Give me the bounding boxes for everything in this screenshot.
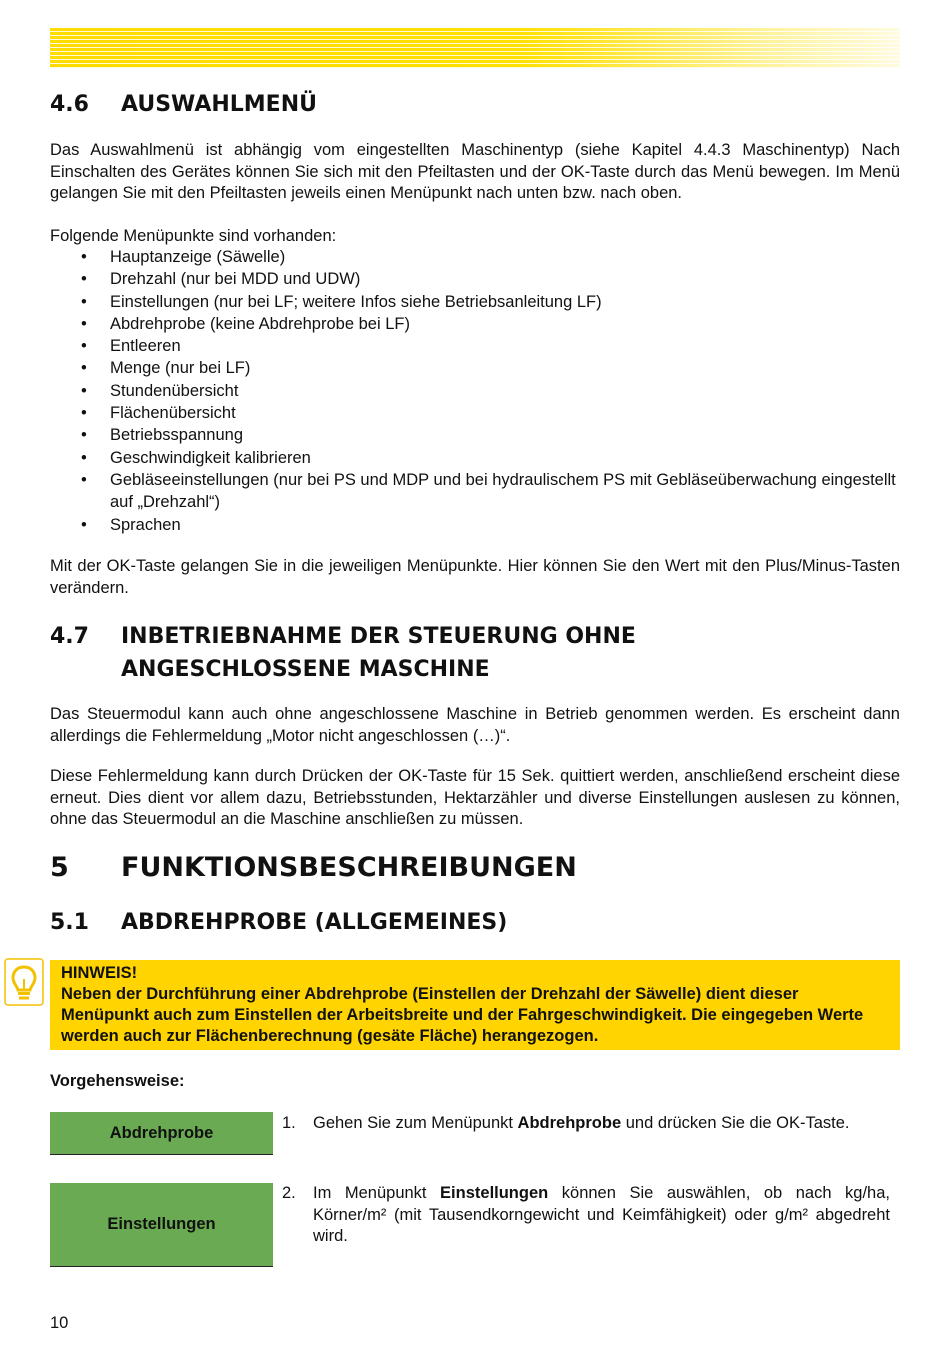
chapter-number: 5	[50, 852, 69, 883]
list-item: • Einstellungen (nur bei LF; weitere Infos siehe Betriebsanleitung LF)	[50, 291, 900, 313]
paragraph-1: Das Steuermodul kann auch ohne angeschlossene Maschine in Betrieb genommen werden. Es erscheint dann allerdings die Fehlermeldung „Motor nicht angeschlossen (…)“.	[50, 705, 900, 745]
list-item: • Gebläseeinstellungen (nur bei PS und MDP und bei hydraulischem PS mit Gebläseüberwachung eingestellt auf „Drehzahl“)	[50, 469, 900, 514]
outro-paragraph: Mit der OK-Taste gelangen Sie in die jeweiligen Menüpunkte. Hier können Sie den Wert mit den Plus/Minus-Tasten verändern.	[50, 557, 900, 597]
page-number: 10	[50, 1314, 69, 1332]
section-heading-5-1	[50, 910, 900, 940]
step-1	[282, 1113, 890, 1135]
paragraph-2: Diese Fehlermeldung kann durch Drücken der OK-Taste für 15 Sek. quittiert werden, anschließend erscheint diese erneut. Dies dient vor allem dazu, Betriebsstunden, Hektarzähler und diverse Einstellungen auslesen zu können, ohne das Steuermodul an die Maschine anschließen zu müssen.	[50, 767, 900, 828]
step-text-pre: Im Menüpunkt	[313, 1184, 441, 1202]
step-text-post: können Sie auswählen, ob nach kg/ha, Körner/m² (mit Tausendkorngewicht und Keimfähigkeit) oder g/m² abgedreht wird.	[313, 1184, 890, 1245]
list-item: • Drehzahl (nur bei MDD und UDW)	[50, 268, 900, 290]
hint-title: HINWEIS!	[61, 964, 138, 982]
list-item: • Betriebsspannung	[50, 424, 900, 446]
list-item: • Flächenübersicht	[50, 402, 900, 424]
menu-items-list	[50, 246, 900, 536]
list-item: • Entleeren	[50, 335, 900, 357]
section-heading-4-7	[50, 620, 900, 686]
step-number: 1.	[282, 1114, 296, 1132]
step-number: 2.	[282, 1184, 296, 1202]
chapter-heading-5	[50, 852, 900, 886]
list-item: • Abdrehprobe (keine Abdrehprobe bei LF)	[50, 313, 900, 335]
chapter-title: FUNKTIONSBESCHREIBUNGEN	[121, 852, 577, 883]
lightbulb-icon	[4, 958, 44, 1006]
step-text-bold: Einstellungen	[440, 1184, 549, 1202]
list-item: • Geschwindigkeit kalibrieren	[50, 447, 900, 469]
abdrehprobe-button[interactable]: Abdrehprobe	[50, 1112, 273, 1155]
intro-paragraph: Das Auswahlmenü ist abhängig vom eingestellten Maschinentyp (siehe Kapitel 4.4.3 Maschinentyp) Nach Einschalten des Gerätes können Sie sich mit den Pfeiltasten und der OK-Taste durch das Menü bewegen. Im Menü gelangen Sie mit den Pfeiltasten jeweils einen Menüpunkt nach unten bzw. nach oben.	[50, 141, 900, 202]
step-text-pre: Gehen Sie zum Menüpunkt	[313, 1114, 518, 1132]
step-2	[282, 1183, 890, 1248]
list-item: • Sprachen	[50, 514, 900, 536]
hint-box	[50, 960, 900, 1050]
procedure-label: Vorgehensweise:	[50, 1072, 185, 1090]
step-text-post: und drücken Sie die OK-Taste.	[621, 1114, 850, 1132]
list-intro: Folgende Menüpunkte sind vorhanden:	[50, 227, 337, 245]
hint-text: Neben der Durchführung einer Abdrehprobe (Einstellen der Drehzahl der Säwelle) dient dieser Menüpunkt auch zum Einstellen der Arbeitsbreite und der Fahrgeschwindigkeit. Die eingegeben Werte werden auch zur Flächenberechnung (gesäte Fläche) herangezogen.	[61, 985, 864, 1045]
einstellungen-button[interactable]: Einstellungen	[50, 1183, 273, 1267]
section-title-line1: INBETRIEBNAHME DER STEUERUNG OHNE	[121, 624, 636, 649]
step-text	[313, 1113, 890, 1135]
section-title-line2: ANGESCHLOSSENE MASCHINE	[121, 657, 490, 682]
section-heading-4-6	[50, 92, 900, 122]
step-text	[313, 1183, 890, 1248]
list-item: • Stundenübersicht	[50, 380, 900, 402]
list-item: • Hauptanzeige (Säwelle)	[50, 246, 900, 268]
header-banner	[50, 28, 900, 68]
list-item: • Menge (nur bei LF)	[50, 357, 900, 379]
section-number: 5.1	[50, 910, 89, 935]
section-title: AUSWAHLMENÜ	[121, 92, 317, 117]
step-text-bold: Abdrehprobe	[517, 1114, 622, 1132]
section-number: 4.6	[50, 92, 89, 117]
section-number: 4.7	[50, 624, 89, 649]
section-title: ABDREHPROBE (ALLGEMEINES)	[121, 910, 508, 935]
